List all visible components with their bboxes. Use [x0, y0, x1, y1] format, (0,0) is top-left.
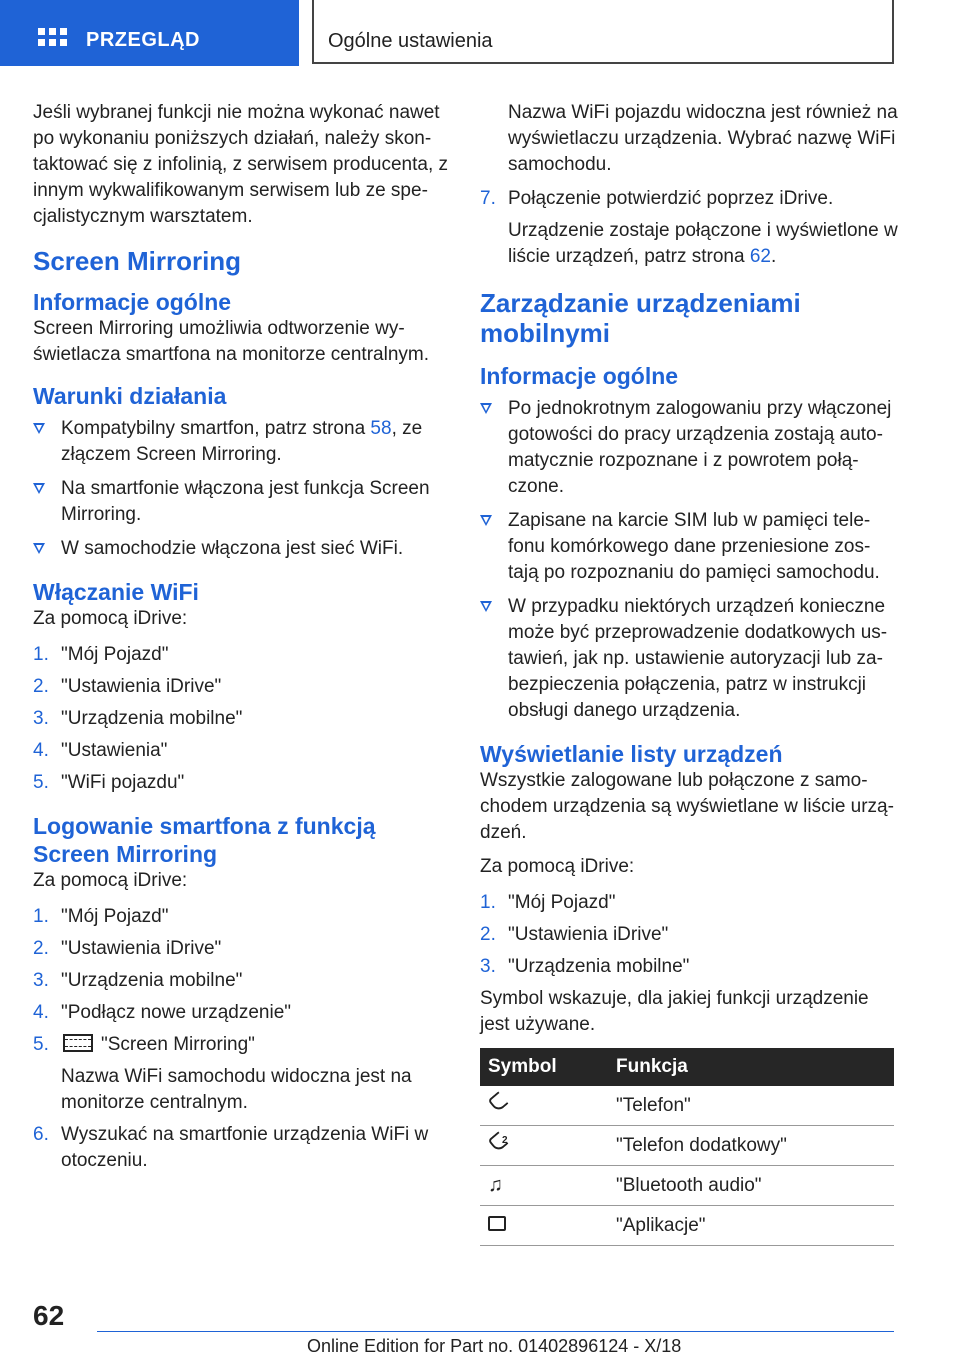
heading-general-info: Informacje ogólne	[480, 363, 679, 389]
step-item: 1. "Mój Pojazd"	[33, 644, 169, 665]
page-link[interactable]: 58	[370, 418, 392, 439]
table-row: 2 "Telefon dodatkowy"	[480, 1126, 894, 1166]
table-row: ♫ "Bluetooth audio"	[480, 1166, 894, 1206]
step-item: 5. "Screen Mirroring"	[33, 1034, 255, 1055]
bullet-triangle-icon	[33, 483, 45, 494]
footer-edition: Online Edition for Part no. 01402896124 - X/18	[307, 1336, 682, 1356]
list-item: W samochodzie włączona jest sieć WiFi.	[33, 536, 451, 562]
heading-device-list: Wyświetlanie listy urządzeń	[480, 741, 783, 767]
step-note: Nazwa WiFi samochodu widoczna jest na monitorze centralnym.	[61, 1066, 412, 1113]
right-column	[480, 100, 898, 1246]
section-tab[interactable]	[312, 0, 894, 64]
step-item: 4. "Ustawienia"	[33, 740, 168, 761]
table-row: "Aplikacje"	[480, 1206, 894, 1246]
symbol-table	[480, 1048, 894, 1246]
step-item: 6. Wyszukać na smartfonie urządzenia WiFi w otoczeniu.	[33, 1124, 429, 1171]
via-idrive: Za pomocą iDrive:	[33, 870, 188, 891]
page-link[interactable]: 62	[749, 246, 771, 267]
table-header-row	[480, 1048, 894, 1086]
step-item: 1. "Mój Pojazd"	[480, 892, 616, 913]
grid-menu-icon	[38, 28, 67, 50]
list-paragraph: Wszystkie zalogowane lub połączone z samo-chodem urządzenia są wyświetlane w liście urzą-dzeń.	[480, 770, 894, 843]
bullet-triangle-icon	[480, 403, 492, 414]
column-header-function: Funkcja	[608, 1048, 894, 1086]
bullet-triangle-icon	[33, 543, 45, 554]
list-item: Po jednokrotnym zalogowaniu przy włączonej gotowości do pracy urządzenia zostają auto-matycznie rozpoznane i z powrotem połą-czone.	[480, 396, 898, 500]
phone-secondary-icon: 2	[488, 1132, 510, 1152]
step-item: 3. "Urządzenia mobilne"	[480, 956, 690, 977]
step-item: 7. Połączenie potwierdzić poprzez iDrive.	[480, 188, 834, 209]
app-window-icon	[488, 1216, 506, 1231]
step-note: Urządzenie zostaje połączone i wyświetlone w liście urządzeń, patrz strona 62.	[508, 220, 898, 267]
heading-conditions: Warunki działania	[33, 383, 227, 409]
heading-manage-devices: Zarządzanie urządzeniami mobilnymi	[480, 288, 801, 348]
step-item: 5. "WiFi pojazdu"	[33, 772, 185, 793]
heading-login: Logowanie smartfona z funkcją Screen Mirroring	[33, 813, 376, 867]
overview-nav-button[interactable]	[0, 0, 299, 66]
step-note: Nazwa WiFi pojazdu widoczna jest również na wyświetlaczu urządzenia. Wybrać nazwę WiFi samochodu.	[508, 102, 898, 175]
symbol-paragraph: Symbol wskazuje, dla jakiej funkcji urządzenie jest używane.	[480, 988, 869, 1035]
intro-paragraph: Jeśli wybranej funkcji nie można wykonać nawet po wykonaniu poniższych działań, należy skon-taktować się z infolinią, z serwisem producenta, z innym wykwalifikowanym serwisem lub ze spe-cjalistycznym warsztatem.	[33, 102, 449, 227]
step-item: 2. "Ustawienia iDrive"	[33, 676, 222, 697]
step-item: 3. "Urządzenia mobilne"	[33, 970, 243, 991]
column-header-symbol: Symbol	[480, 1048, 608, 1086]
heading-general-info: Informacje ogólne	[33, 289, 232, 315]
step-item: 4. "Podłącz nowe urządzenie"	[33, 1002, 292, 1023]
step-item: 3. "Urządzenia mobilne"	[33, 708, 243, 729]
via-idrive: Za pomocą iDrive:	[33, 608, 188, 629]
step-item: 2. "Ustawienia iDrive"	[33, 938, 222, 959]
list-item: Kompatybilny smartfon, patrz strona 58, ze złączem Screen Mirroring.	[33, 416, 451, 468]
bullet-triangle-icon	[33, 423, 45, 434]
left-column	[33, 100, 451, 1180]
step-item: 1. "Mój Pojazd"	[33, 906, 169, 927]
info-paragraph: Screen Mirroring umożliwia odtworzenie wy-świetlacza smartfona na monitorze centralnym.	[33, 318, 429, 365]
via-idrive: Za pomocą iDrive:	[480, 856, 635, 877]
phone-icon	[488, 1092, 510, 1112]
screen-mirroring-icon	[63, 1034, 93, 1052]
bullet-triangle-icon	[480, 601, 492, 612]
list-item: Na smartfonie włączona jest funkcja Screen Mirroring.	[33, 476, 451, 528]
section-title: Ogólne ustawienia	[328, 30, 493, 52]
list-item: W przypadku niektórych urządzeń konieczne może być przeprowadzenie dodatkowych us-tawień, jak np. ustawienie autoryzacji lub za-bezpieczenia połączenia, patrz w instrukcji obsługi danego urządzenia.	[480, 594, 898, 724]
table-row: "Telefon"	[480, 1086, 894, 1126]
list-item: Zapisane na karcie SIM lub w pamięci tele-fonu komórkowego dane przeniesione zos-tają po rozpoznaniu do pamięci samochodu.	[480, 508, 898, 586]
page-number: 62	[33, 1300, 65, 1331]
heading-screen-mirroring: Screen Mirroring	[33, 246, 242, 276]
overview-nav-label: PRZEGLĄD	[86, 29, 200, 51]
footer-divider	[97, 1331, 894, 1332]
bullet-triangle-icon	[480, 515, 492, 526]
heading-wifi: Włączanie WiFi	[33, 579, 199, 605]
music-note-icon: ♫	[488, 1173, 503, 1196]
step-item: 2. "Ustawienia iDrive"	[480, 924, 669, 945]
